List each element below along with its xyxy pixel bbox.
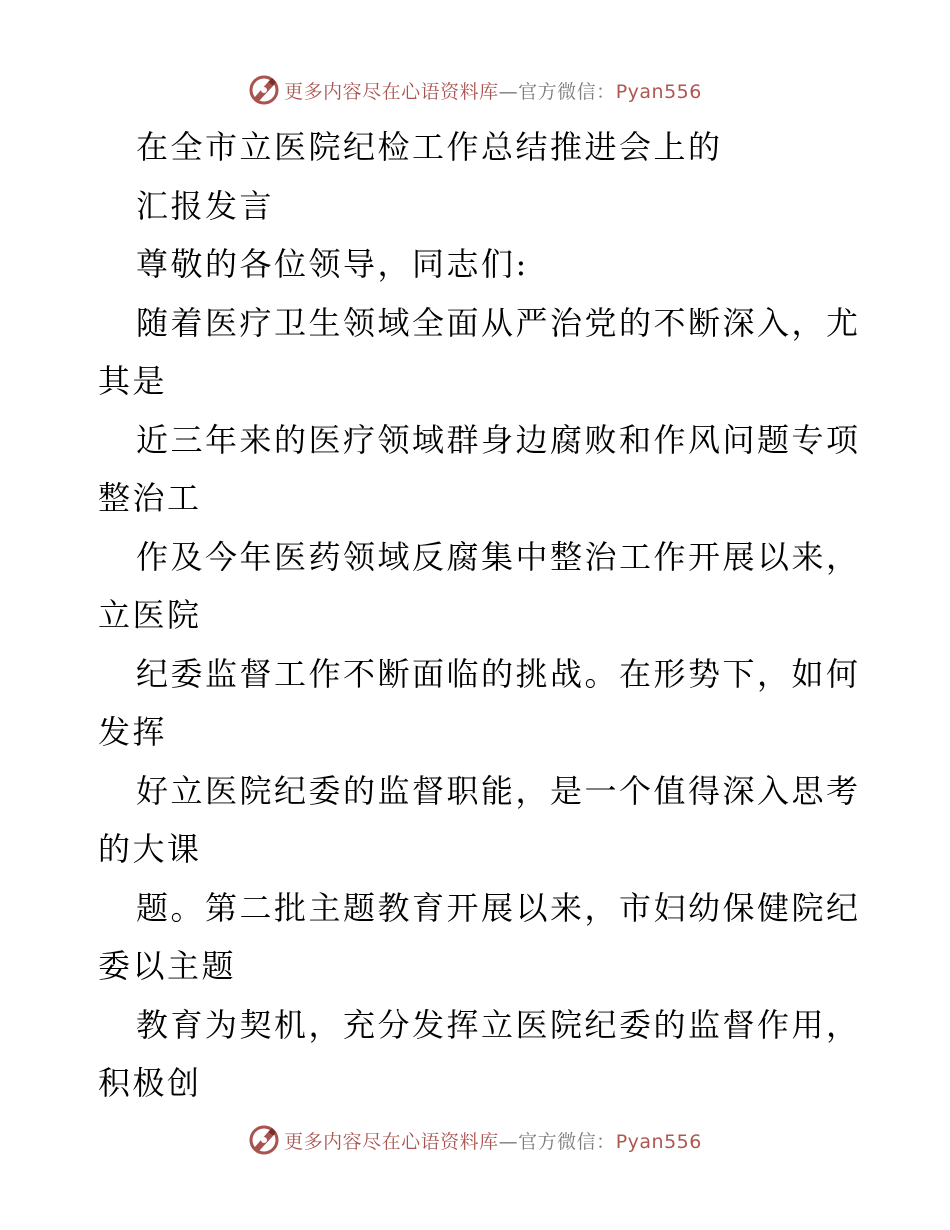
header-watermark bbox=[0, 70, 950, 110]
text-line: 委以主题 bbox=[98, 947, 237, 985]
watermark-text bbox=[284, 77, 702, 104]
text-line: 整治工 bbox=[98, 479, 202, 517]
text-line: 在全市立医院纪检工作总结推进会上的 bbox=[136, 128, 723, 166]
wechat-label: 官方微信： bbox=[518, 80, 616, 103]
pen-seal-icon bbox=[248, 1124, 280, 1156]
watermark-slogan: 更多内容尽在心语资料库 bbox=[284, 80, 499, 103]
watermark-separator: — bbox=[498, 1130, 519, 1153]
text-line: 汇报发言 bbox=[136, 186, 275, 225]
wechat-label: 官方微信： bbox=[518, 1130, 616, 1153]
document-body bbox=[98, 118, 861, 1113]
text-line: 教育为契机，充分发挥立医院纪委的监督作用， bbox=[136, 1005, 861, 1044]
text-line: 的大课 bbox=[98, 830, 202, 868]
text-line: 作及今年医药领域反腐集中整治工作开展以来， bbox=[136, 537, 861, 576]
text-line: 纪委监督工作不断面临的挑战。在形势下，如何 bbox=[136, 654, 861, 693]
text-line: 积极创 bbox=[98, 1064, 202, 1102]
text-line: 随着医疗卫生领域全面从严治党的不断深入，尤 bbox=[136, 303, 861, 342]
pen-seal-icon bbox=[248, 74, 280, 106]
wechat-id: Pyan556 bbox=[615, 80, 702, 103]
wechat-id: Pyan556 bbox=[615, 1130, 702, 1153]
text-line: 发挥 bbox=[98, 713, 168, 751]
watermark-separator: — bbox=[498, 80, 519, 103]
watermark-slogan: 更多内容尽在心语资料库 bbox=[284, 1130, 499, 1153]
text-line: 近三年来的医疗领域群身边腐败和作风问题专项 bbox=[136, 420, 861, 459]
text-line: 好立医院纪委的监督职能，是一个值得深入思考 bbox=[136, 771, 861, 810]
text-line: 其是 bbox=[98, 362, 168, 400]
watermark-text bbox=[284, 1127, 702, 1154]
text-line: 尊敬的各位领导，同志们: bbox=[136, 245, 529, 283]
text-line: 题。第二批主题教育开展以来，市妇幼保健院纪 bbox=[136, 888, 861, 927]
text-line: 立医院 bbox=[98, 596, 202, 634]
footer-watermark bbox=[0, 1120, 950, 1160]
